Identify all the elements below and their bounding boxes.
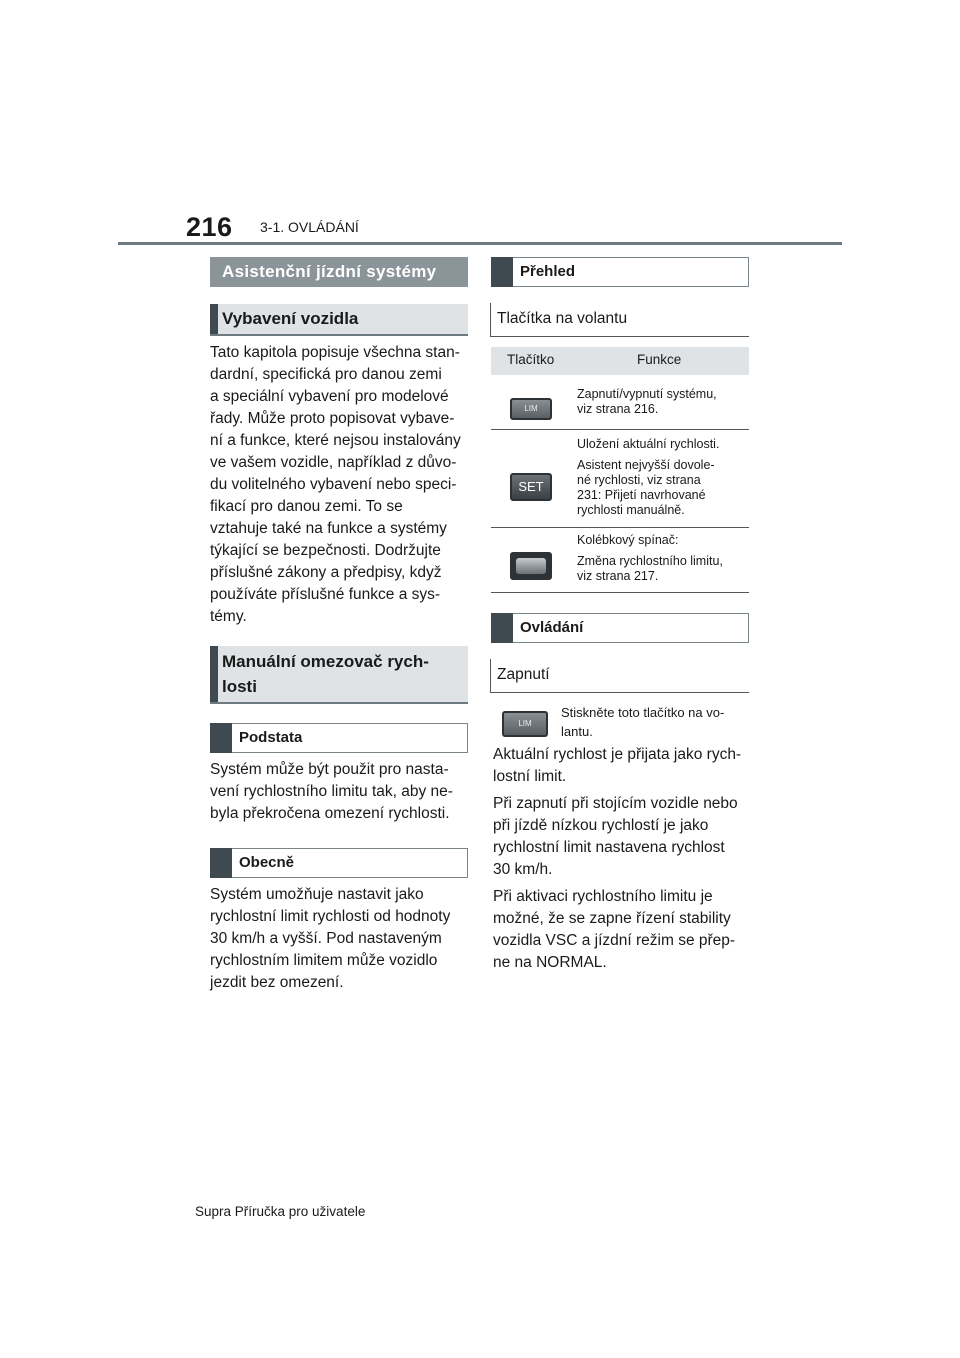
cell-line: Zapnutí/vypnutí systému, [577,387,717,401]
page-number: 216 [186,212,233,242]
main-heading: Asistenční jízdní systémy [210,257,468,287]
overview-heading [491,257,749,287]
text-line: vení rychlostního limitu tak, aby ne- [210,783,453,800]
principle-heading [210,723,468,753]
general-heading-text: Obecně [239,854,295,871]
text-line: ve vašem vozidle, například z důvo- [210,454,457,471]
principle-heading-text: Podstata [239,729,303,746]
cell-line: rychlosti manuálně. [577,503,685,517]
lim-button-label: LIM [524,404,538,413]
text-line: témy. [210,608,247,625]
section-title: 3-1. OVLÁDÁNÍ [260,219,359,235]
lim-button-icon [510,398,552,420]
text-line: fikací pro danou zemi. To se [210,498,403,515]
lim-button-icon [502,711,548,737]
text-line: vozidla VSC a jízdní režim se přep- [493,932,736,949]
footer-title: Supra Příručka pro uživatele [195,1204,366,1219]
overview-heading-text: Přehled [520,263,576,280]
principle-text [210,759,472,825]
switch-on-heading [491,659,749,693]
cell-line: lantu. [561,724,593,739]
text-line: Systém umožňuje nastavit jako [210,886,424,903]
rocker-switch-icon [510,552,552,580]
cell-line: Kolébkový spínač: [577,533,679,547]
text-line: du volitelného vybavení nebo speci- [210,476,457,493]
cell-line: viz strana 217. [577,569,659,583]
text-line: týkající se bezpečnosti. Dodržujte [210,542,441,559]
steering-buttons-heading-text: Tlačítka na volantu [497,310,628,327]
operation-heading [491,613,749,643]
text-line: rychlostní limit nastavena rychlost [493,839,725,856]
cell-line: Uložení aktuální rychlosti. [577,437,720,451]
equipment-heading-text: Vybavení vozidla [222,309,359,328]
table-header [491,347,749,375]
steering-buttons-heading [491,303,749,337]
cell-line: né rychlosti, viz strana [577,473,701,487]
table-bottom-border [491,592,749,593]
text-line: Aktuální rychlost je přijata jako rych- [493,746,742,763]
operation-heading-text: Ovládání [520,619,584,636]
limiter-heading-line: Manuální omezovač rych- [222,652,429,671]
text-line: ne na NORMAL. [493,954,607,971]
general-text [210,884,472,994]
table-row-divider [491,527,749,528]
text-line: Při zapnutí při stojícím vozidle nebo [493,795,738,812]
set-button-icon [510,473,552,501]
operation-text [493,744,755,974]
set-button-label: SET [518,479,544,494]
table-cell-function [577,533,749,584]
text-line: vztahuje také na funkce a systémy [210,520,447,537]
text-line: příslušné zákony a předpisy, když [210,564,442,581]
text-line: byla překročena omezení rychlosti. [210,805,450,822]
text-line: a speciální vybavení pro modelové [210,388,449,405]
column-header-function: Funkce [637,352,682,367]
cell-line: Asistent nejvyšší dovole- [577,458,715,472]
table-row-divider [491,429,749,430]
text-line: rychlostním limitem může vozidlo [210,952,438,969]
general-heading [210,848,468,878]
cell-line: viz strana 216. [577,402,659,416]
cell-line: Stiskněte toto tlačítko na vo- [561,705,725,720]
text-line: používáte příslušné funkce a sys- [210,586,441,603]
text-line: 30 km/h. [493,861,553,878]
text-line: jezdit bez omezení. [210,974,344,991]
text-line: Tato kapitola popisuje všechna stan- [210,344,460,361]
text-line: Při aktivaci rychlostního limitu je [493,888,713,905]
equipment-text [210,342,472,628]
press-button-text [561,703,751,741]
text-line: řady. Může proto popisovat vybave- [210,410,455,427]
limiter-heading [210,646,468,704]
text-line: lostní limit. [493,768,567,785]
text-line: rychlostní limit rychlosti od hodnoty [210,908,451,925]
table-cell-function [577,387,749,417]
table-cell-function [577,437,749,518]
text-line: 30 km/h a vyšší. Pod nastaveným [210,930,442,947]
cell-line: Změna rychlostního limitu, [577,554,723,568]
switch-on-heading-text: Zapnutí [497,666,550,683]
text-line: dardní, specifická pro danou zemi [210,366,442,383]
column-header-button: Tlačítko [507,352,555,367]
equipment-heading [210,304,468,336]
text-line: Systém může být použit pro nasta- [210,761,449,778]
text-line: ní a funkce, které nejsou instalovány [210,432,461,449]
text-line: možné, že se zapne řízení stability [493,910,731,927]
text-line: při jízdě nízkou rychlostí je jako [493,817,709,834]
cell-line: 231: Přijetí navrhované [577,488,706,502]
header-divider [118,242,842,245]
lim-button-label: LIM [518,719,532,728]
limiter-heading-line: losti [222,677,257,696]
